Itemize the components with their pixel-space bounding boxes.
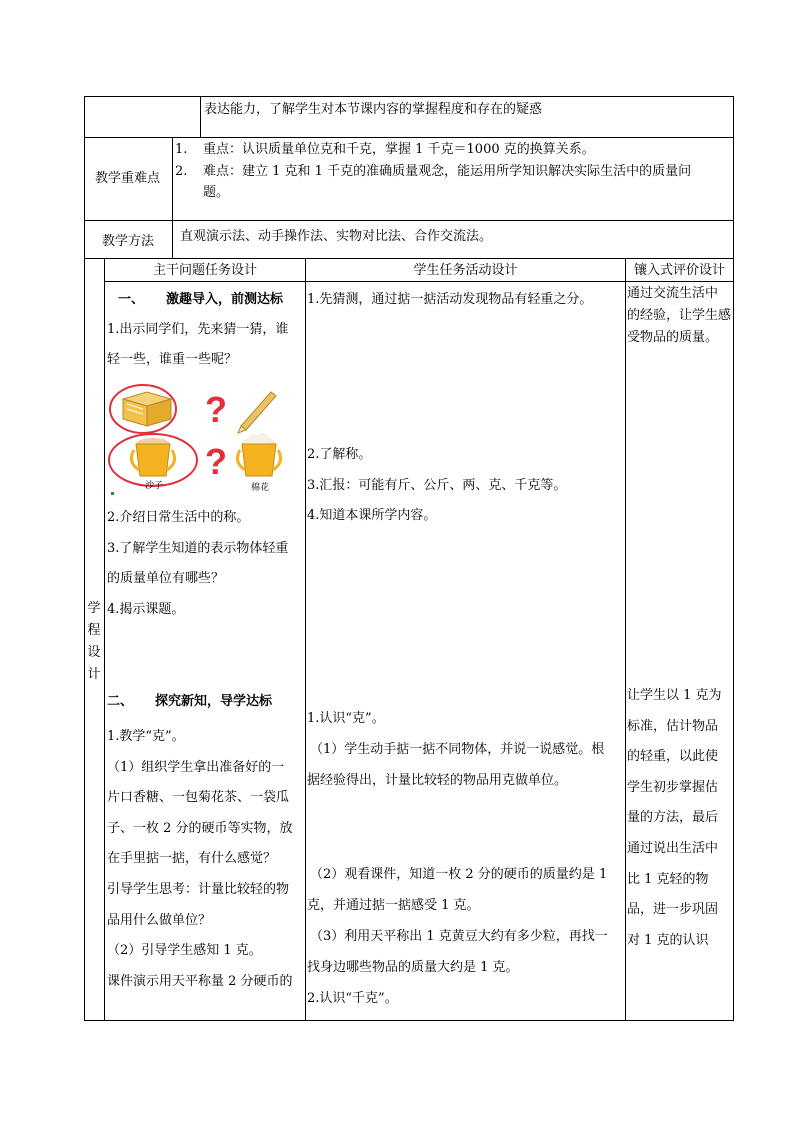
pencil-icon	[238, 392, 276, 433]
section1-student-1: 1.先猜测，通过掂一掂活动发现物品有轻重之分。	[307, 292, 593, 307]
focus-item-num-1: 1.	[175, 142, 188, 157]
side-label-char: 设	[87, 645, 101, 660]
section2-student-4: （3）利用天平称出 1 克黄豆大约有多少粒，再找一	[310, 929, 608, 944]
table-border	[104, 258, 105, 1020]
section1-title-num: 一、	[118, 292, 145, 307]
table-border	[172, 137, 173, 258]
image-label-cotton: 棉花	[251, 483, 270, 493]
bucket-cotton-icon	[237, 433, 280, 476]
question-mark-icon: ?	[205, 389, 227, 430]
section1-q4: 4.揭示课题。	[107, 602, 185, 617]
method-label: 教学方法	[102, 234, 155, 249]
section1-title: 激趣导入，前测达标	[166, 292, 284, 307]
evaluation-line: 通过说出生活中	[627, 840, 719, 856]
question-line: 1.教学“克”。	[107, 729, 185, 744]
section2-student-4-cont: 找身边哪些物品的质量大约是 1 克。	[307, 960, 519, 975]
ability-text: 表达能力，了解学生对本节课内容的掌握程度和存在的疑惑	[204, 102, 543, 117]
focus-key-point: 重点：认识质量单位克和千克，掌握 1 千克＝1000 克的换算关系。	[203, 142, 595, 157]
comparison-illustration	[107, 382, 292, 497]
table-border	[733, 96, 734, 1021]
question-mark-icon: ?	[205, 441, 227, 482]
side-label-char: 计	[87, 667, 101, 682]
side-label-char: 程	[87, 623, 101, 638]
section1-student-2: 2.了解称。	[307, 447, 372, 462]
section2-student-5: 2.认识“千克”。	[307, 991, 398, 1006]
evaluation-line: 受物品的质量。	[627, 330, 719, 345]
decorative-dot	[111, 492, 114, 495]
section2-evaluation	[627, 681, 733, 956]
section1-q1: 1.出示同学们，先来猜一猜，谁	[107, 322, 289, 337]
focus-item-num-2: 2.	[175, 164, 188, 179]
evaluation-line: 的经验，让学生感	[627, 308, 732, 323]
question-line: （2）引导学生感知 1 克。	[107, 943, 262, 959]
evaluation-line: 的轻重，以此使	[627, 749, 719, 765]
question-line: 引导学生思考：计量比较轻的物	[107, 881, 290, 897]
table-border	[104, 281, 733, 282]
section1-q1-cont: 轻一些，谁重一些呢？	[107, 352, 238, 367]
bucket-sand-icon	[131, 438, 174, 476]
evaluation-line: 通过交流生活中	[627, 286, 719, 301]
section1-q3-cont: 的质量单位有哪些？	[107, 571, 225, 586]
table-border	[305, 258, 306, 1020]
table-border	[625, 258, 626, 1020]
section2-student-3: （2）观看课件，知道一枚 2 分的硬币的质量约是 1	[310, 867, 608, 882]
book-icon	[123, 392, 171, 426]
side-label-char: 学	[87, 601, 101, 616]
section2-student-2: （1）学生动手掂一掂不同物体，并说一说感觉。根	[310, 742, 605, 757]
table-border	[200, 96, 201, 137]
focus-difficult-point: 难点：建立 1 克和 1 千克的准确质量观念，能运用所学知识解决实际生活中的质量问	[203, 164, 692, 179]
image-label-sand: 沙子	[145, 481, 164, 491]
section2-student-1: 1.认识“克”。	[307, 711, 385, 726]
table-border	[84, 258, 733, 259]
focus-label: 教学重难点	[95, 171, 161, 186]
evaluation-line: 标准，估计物品	[627, 718, 719, 734]
section2-main-questions	[107, 722, 305, 997]
section2-student-3-cont: 克，并通过掂一掂感受 1 克。	[307, 898, 480, 913]
section2-title-num: 二、	[107, 694, 134, 709]
evaluation-line: 量的方法，最后	[627, 810, 719, 826]
header-main-questions: 主干问题任务设计	[152, 263, 257, 278]
evaluation-line: 对 1 克的认识	[627, 932, 709, 948]
table-border	[84, 137, 733, 138]
table-border	[84, 96, 733, 97]
evaluation-line: 品，进一步巩固	[627, 902, 719, 918]
side-label-process-design	[86, 598, 102, 686]
section1-student-4: 4.知道本课所学内容。	[307, 508, 437, 523]
section1-student-3: 3.汇报：可能有斤、公斤、两、克、千克等。	[307, 478, 567, 493]
section2-student-2-cont: 据经验得出，计量比较轻的物品用克做单位。	[307, 773, 568, 788]
section1-q3: 3.了解学生知道的表示物体轻重	[107, 541, 289, 556]
section2-title: 探究新知，导学达标	[155, 694, 273, 709]
table-border	[84, 96, 85, 1021]
table-border	[84, 1020, 733, 1021]
question-line: 子、一枚 2 分的硬币等实物，放	[107, 820, 293, 836]
question-line: 品用什么做单位？	[107, 912, 212, 928]
evaluation-line: 比 1 克轻的物	[627, 871, 709, 887]
section1-q2: 2.介绍日常生活中的称。	[107, 510, 250, 525]
evaluation-line: 让学生以 1 克为	[627, 688, 722, 703]
question-line: （1）组织学生拿出准备好的一	[107, 759, 285, 775]
question-line: 片口香糖、一包菊花茶、一袋瓜	[107, 790, 290, 806]
focus-difficult-point-cont: 题。	[203, 185, 230, 200]
header-evaluation: 镶入式评价设计	[633, 263, 725, 278]
question-line: 课件演示用天平称量 2 分硬币的	[107, 973, 293, 989]
section1-evaluation	[627, 283, 733, 349]
method-text: 直观演示法、动手操作法、实物对比法、合作交流法。	[180, 229, 493, 244]
evaluation-line: 学生初步掌握估	[627, 779, 719, 795]
table-border	[84, 220, 733, 221]
header-student-activities: 学生任务活动设计	[413, 263, 518, 278]
question-line: 在手里掂一掂，有什么感觉？	[107, 851, 277, 867]
